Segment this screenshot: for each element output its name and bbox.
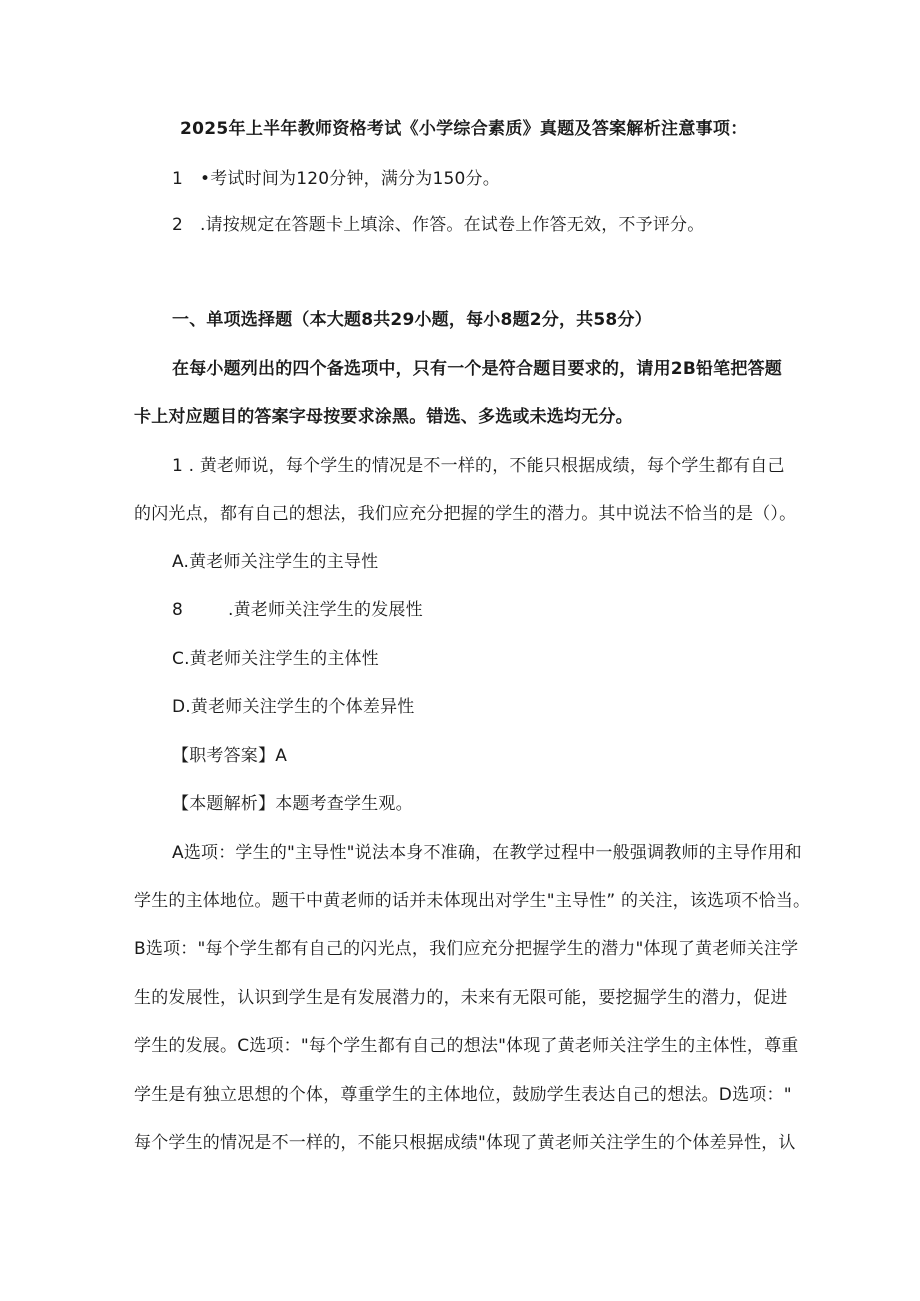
analysis-line: 学生的发展。C选项："每个学生都有自己的想法"体现了黄老师关注学生的主体性，尊重 bbox=[134, 1036, 799, 1056]
option-b bbox=[172, 599, 423, 621]
option-text: 黄老师关注学生的主导性 bbox=[189, 552, 379, 572]
page-title: 2025年上半年教师资格考试《小学综合素质》真题及答案解析注意事项： bbox=[180, 119, 748, 139]
answer-line: 【职考答案】A bbox=[172, 746, 288, 766]
analysis-line: 学生的主体地位。题干中黄老师的话并未体现出对学生"主导性” 的关注，该选项不恰当。 bbox=[134, 891, 811, 911]
instruction-line: 在每小题列出的四个备选项中，只有一个是符合题目要求的，请用2B铅笔把答题 bbox=[172, 359, 782, 379]
note-text: •考试时间为120分钟，满分为150分。 bbox=[200, 169, 500, 189]
option-a bbox=[172, 551, 378, 573]
note-1 bbox=[172, 168, 500, 190]
note-text: .请按规定在答题卡上填涂、作答。在试卷上作答无效，不予评分。 bbox=[200, 215, 705, 235]
section-heading: 一、单项选择题（本大题8共29小题，每小8题2分，共58分） bbox=[172, 310, 652, 330]
analysis-line: A选项：学生的"主导性"说法本身不准确，在教学过程中一般强调教师的主导作用和 bbox=[172, 843, 802, 863]
question-stem-line: 的闪光点，都有自己的想法，我们应充分把握的学生的潜力。其中说法不恰当的是（）。 bbox=[134, 504, 797, 524]
analysis-intro: 【本题解析】本题考查学生观。 bbox=[172, 794, 413, 814]
note-2 bbox=[172, 214, 704, 236]
question-stem-line: 1 . 黄老师说，每个学生的情况是不一样的，不能只根据成绩，每个学生都有自己 bbox=[172, 456, 785, 476]
option-d bbox=[172, 696, 415, 718]
option-text: 黄老师关注学生的主体性 bbox=[189, 649, 379, 669]
analysis-line: B选项："每个学生都有自己的闪光点，我们应充分把握学生的潜力"体现了黄老师关注学 bbox=[134, 939, 799, 959]
analysis-line: 每个学生的情况是不一样的，不能只根据成绩"体现了黄老师关注学生的个体差异性，认 bbox=[134, 1133, 796, 1153]
option-label: A. bbox=[172, 552, 190, 572]
analysis-line: 学生是有独立思想的个体，尊重学生的主体地位，鼓励学生表达自己的想法。D选项：" bbox=[134, 1085, 792, 1105]
analysis-line: 生的发展性，认识到学生是有发展潜力的，未来有无限可能，要挖掘学生的潜力，促进 bbox=[134, 988, 788, 1008]
option-label: C. bbox=[172, 649, 190, 669]
note-number: 1 bbox=[172, 169, 184, 189]
option-c bbox=[172, 648, 379, 670]
option-text: 黄老师关注学生的个体差异性 bbox=[190, 697, 415, 717]
option-label: D. bbox=[172, 697, 191, 717]
instruction-line: 卡上对应题目的答案字母按要求涂黑。错选、多选或未选均无分。 bbox=[134, 407, 633, 427]
option-label: 8 bbox=[172, 600, 184, 620]
note-number: 2 bbox=[172, 215, 184, 235]
option-text: .黄老师关注学生的发展性 bbox=[228, 600, 423, 620]
